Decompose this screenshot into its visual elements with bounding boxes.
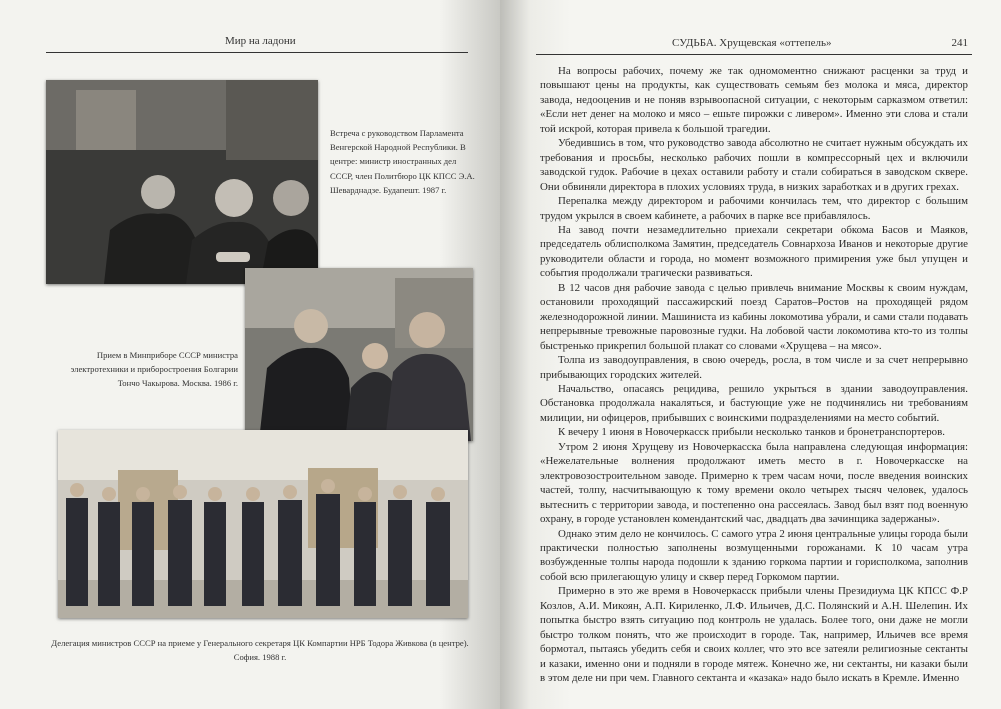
paragraph: Утром 2 июня Хрущеву из Новочеркасска была направлена следующая информация: «Нежелательные волнения продолжают иметь место в г. Новочеркасске на электровозостроительном заводе. Примерно к трем часам ночи, после введения воинских частей, толпу, насчитывающую к тому времени около четырех тысяч человек, удалось вытеснить с территории завода, и постепенно она рассеялась. Завод был взят под военную охрану, в городе установлен комендантский час, двадцать два зачинщика задержаны». <box>540 440 968 526</box>
right-page <box>500 0 1001 709</box>
paragraph: Убедившись в том, что руководство завода абсолютно не считает нужным обсуждать их требования и просьбы, несколько рабочих пошли в компрессорный цех и включили заводской гудок. Рабочие в цехах оставили работу и стали собираться в заводском сквере. Они обвиняли директора в плохих условиях труда, в низких заработках и в других грехах. <box>540 137 968 193</box>
photo-budapest-meeting <box>46 80 318 284</box>
paragraph: Начальство, опасаясь рецидива, решило укрыться в здании заводоуправления. Обстановка продолжала накаляться, и бастующие уже не подчинялись ни требованиям милиции, ни офицеров, прибывших с воинскими подразделениями на место событий. <box>540 382 968 424</box>
running-head-right: СУДЬБА. Хрущевская «оттепель» <box>672 37 832 49</box>
header-rule-left <box>46 52 468 53</box>
paragraph: Однако этим дело не кончилось. С самого утра 2 июня центральные улицы города были практически полностью заполнены возмущенными горожанами. К 10 часам утра возбужденные толпы народа подошли к зданию горкома партии и горисполкома, заполнив собой всю прилегающую улицу и сквер перед Горкомом партии. <box>540 527 968 583</box>
paragraph: На вопросы рабочих, почему же так одномоментно снижают расценки за труд и повышают цены на продукты, как существовать семьям без молока и мяса, директор завода, недооценив и не поняв взрывоопасной ситуации, с некоторым сарказмом ответил: «Если нет денег на молоко и мясо – ешьте пирожки с ливером». Именно эти слова и стали той искрой, которая привела к большой трагедии. <box>540 65 968 135</box>
page-number: 241 <box>951 37 968 49</box>
paragraph: Перепалка между директором и рабочими кончилась тем, что директор с большим трудом укрылся в своем кабинете, а рабочих в парке все прибавлялось. <box>540 195 968 222</box>
header-rule-right <box>536 54 972 55</box>
paragraph: К вечеру 1 июня в Новочеркасск прибыли несколько танков и бронетранспортеров. <box>558 426 945 439</box>
body-text <box>540 64 968 685</box>
photo1-caption: Встреча с руководством Парламента Венгерской Народной Республики. В центре: министр иностранных дел СССР, член Политбюро ЦК КПСС Э.А. Шеварднадзе. Будапешт. 1987 г. <box>330 128 475 195</box>
photo-moscow-reception <box>245 268 473 441</box>
paragraph: В 12 часов дня рабочие завода с целью привлечь внимание Москвы к своим нуждам, остановили проходящий пассажирский поезд Саратов–Ростов на проходящей рядом железнодорожной линии. Машиниста из кабины локомотива убрали, и сами стали подавать непрерывные тревожные паровозные гудки. На лобовой части локомотива кто-то из толпы быстренько прикрепил большой плакат со словами «Хрущева – на мясо». <box>540 281 968 352</box>
photo2-caption: Прием в Минприборе СССР министра электротехники и приборостроения Болгарии Тончо Чакырова. Москва. 1986 г. <box>70 350 238 389</box>
running-head-left: Мир на ладони <box>225 35 296 47</box>
photo3-caption: Делегация министров СССР на приеме у Генерального секретаря ЦК Компартии НРБ Тодора Живкова (в центре). София. 1988 г. <box>51 638 469 663</box>
paragraph: На завод почти незамедлительно приехали секретари обкома Басов и Маяков, председатель облисполкома Замятин, председатель Совнархоза Иванов и некоторые другие руководители области и города, но момент возможного примирения уже был упущен и события продолжали трагически развиваться. <box>540 223 968 280</box>
paragraph: Примерно в это же время в Новочеркасск прибыли члены Президиума ЦК КПСС Ф.Р Козлов, А.И. Микоян, А.П. Кириленко, Л.Ф. Ильичев, Д.С. Полянский и А.Н. Шелепин. Их попытка быстро взять ситуацию под контроль не удалась. Более того, они даже не могли быстро толком понять, что же происходит в городе. Так, например, Ильичев все время бормотал, пытаясь убедить себя и своих коллег, что это все затеяли религиозные сектанты и казаки, именно они и подняли в городе мятеж. Конечно же, ни сектанты, ни казаки были в этом деле ни при чем. Главного сектанта и «казака» надо было искать в Кремле. Именно <box>540 585 968 685</box>
paragraph: Толпа из заводоуправления, в свою очередь, росла, в том числе и за счет непрерывно прибывающих городских жителей. <box>540 354 968 381</box>
left-page <box>0 0 500 709</box>
photo-sofia-delegation <box>58 430 468 618</box>
